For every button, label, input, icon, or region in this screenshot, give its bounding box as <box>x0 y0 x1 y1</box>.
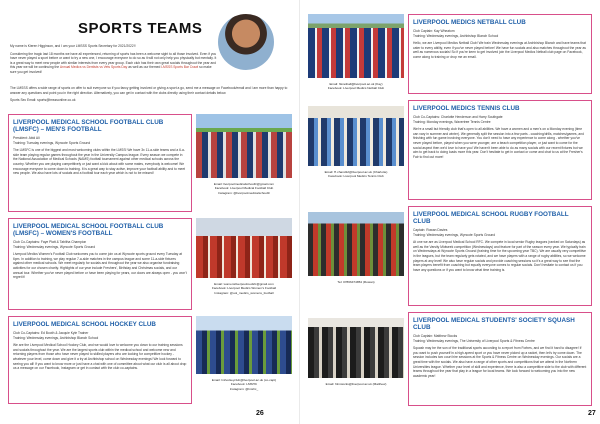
section-captains: Club Co-Captains: Ed Booth & Jacquie Kyle Trainer <box>13 331 89 335</box>
contact-instagram[interactable]: Instagram: @liverpoolmedicalschoolfc <box>217 190 271 195</box>
section-training: Training: Monday evenings, Wavertree Tennis Centre <box>413 119 491 124</box>
hockey-section <box>8 316 192 404</box>
intro-end-text: so make sure you get involved! <box>10 65 212 74</box>
section-title: LIVERPOOL MEDICAL SCHOOL RUGBY FOOTBALL CLUB <box>413 211 569 225</box>
intro-p2-text: Considering the tragic last 18 months we have all experienced, returning of sports has been a welcome sight to all those involved. Even if you have never played a sport before or want to try a new one, I encourage everyone to do so as it will not only help you physically but mentally. It is a great way to meet new people with similar interests from every year group. Each club has their own great socials throughout the year and this year we will be continuing the <box>10 51 217 70</box>
section-title: LIVERPOOL MEDICAL SCHOOL FOOTBALL CLUB (LMSFC) – MEN'S FOOTBALL <box>13 119 164 133</box>
netball-photo <box>308 14 404 78</box>
womens-football-photo <box>196 218 292 278</box>
section-meta <box>413 115 587 124</box>
intro-paragraph-2 <box>10 52 218 75</box>
contact-email[interactable]: Email: hknetball@liverpool.ac.uk (Kay) <box>329 82 383 86</box>
section-meta <box>13 240 187 249</box>
section-captain: Captain: Rowan Davies <box>413 228 448 232</box>
mens-football-section <box>8 114 192 212</box>
contact-facebook[interactable]: Facebook: Liverpool Medics Women's Football <box>212 286 276 291</box>
section-captains: Club Co-Captains: Charlotte Henderson and Harry Southgate <box>413 115 503 119</box>
intro-text <box>10 44 218 78</box>
section-captain: Club Captain: Kay Wheatom <box>413 29 455 33</box>
section-body: Hello, we are Liverpool Medics Netball Club! We train Wednesday evenings at Archbishop Blanch and have teams that cater to every ability, even if you've never played before! We have fun socials and also matches throughout the year as well as numerous socials! So if you're keen to get involved join the Liverpool Medics Netball club page on Facebook, come along to training or drop me an email. <box>413 41 586 59</box>
sports-day-link[interactable]: Annual Medics vs Dentists vs Vets Sports Day <box>59 65 128 70</box>
right-page <box>300 0 600 424</box>
squash-section <box>408 312 592 406</box>
section-meta <box>13 331 187 340</box>
section-training: Training: Wednesday evenings, Wyncote Sports Ground <box>413 232 496 237</box>
hockey-photo <box>196 316 292 374</box>
mens-football-photo <box>196 114 292 178</box>
intro-paragraph-1: My name is Kieren Higginson, and I am your LMSSS Sports Secretary for 2021/2022!! <box>10 44 136 48</box>
page-title: SPORTS TEAMS <box>78 20 203 37</box>
intro-text-wide <box>10 86 292 106</box>
section-body: We are the Liverpool Medical School Hockey Club, and we would love to welcome you down to our training sessions and socials throughout the year. We are the largest sports club within the medical school and welcome new and returning players from those who have never played to skilled players who are looking for competitive hockey - whatever your level, come down and give it a try at Archbishop school on Wednesday evenings! We look forward to seeing you all! If you want to know more or just have a chat with one of committee about what our club is all about drop us a message on our Facebook, Instagram or get in contact with the club co-captains. <box>13 343 187 371</box>
section-title: LIVERPOOL MEDICS NETBALL CLUB <box>413 19 526 26</box>
contact-facebook[interactable]: Facebook: Liverpool Medical Football Club <box>214 186 274 191</box>
netball-contact <box>304 82 408 91</box>
tennis-section <box>408 100 592 200</box>
section-meta <box>413 29 587 38</box>
contact-facebook[interactable]: Facebook: Liverpool Medics Tennis Club <box>328 174 384 179</box>
contact-facebook[interactable]: Facebook: LMSHC <box>230 382 258 387</box>
section-title: LIVERPOOL MEDICAL SCHOOL HOCKEY CLUB <box>13 321 156 328</box>
contact-email[interactable]: Email: liverpoolmedicalschoolfc@gmail.com <box>213 182 275 186</box>
netball-section <box>408 14 592 94</box>
sports-secretary-photo <box>218 14 274 70</box>
section-training: Training: Tuesday evenings, Wyncote Sports Ground <box>13 140 91 145</box>
section-captains: Club Co-Captains: Faye Platt & Tabitha Champion <box>13 240 87 244</box>
contact-email[interactable]: Email: hlmstocks@liverpool.ac.uk (Matthew) <box>325 382 387 386</box>
mens-football-contact <box>192 182 296 195</box>
squash-photo <box>308 318 404 378</box>
page-number: 26 <box>256 410 264 417</box>
section-body: At one we are as Liverpool Medical School RFC. We compete in local senior Rugby leagues (ranked on Saturdays) as well as the Varsity Midweek competition (Wednesdays) and feature for part of the season every year. We typically train on Wednesdays at Wyncote Sports Ground (training time for the upcoming year TBC). We are usually very competitive in the leagues, but the team regularly gets rotated, and we have players with a range of rugby abilities, so we welcome players at any level! We also have regular socials and provide coaching sessions so it's a great way to see that the team players benefit from coaching but equally everyone comes to regular socials. Don't hesitate to contact us if you have any questions or if you want to know what time training is. <box>413 240 586 272</box>
womens-football-contact <box>192 282 296 295</box>
section-body: Squash may be the son of the traditional sports according to a report from Forbes, and we find it hard to disagree! If you want to push yourself in a high-speed sport or you have never picked up a racket, then let's try come down. The session includes two court hire sessions at the Sports & Fitness Centre on Wednesday evenings. Our socials are a great time with the socials. We also have a range of other sports and competitions that we attend in the Northern Universities league. Whether your level of skill and experience, there is also a competitive side to the club with different teams throughout the year that play in a league for local teams. We look forward to welcoming you into the new academic year! <box>413 346 587 378</box>
intro-paragraph-3: The LMSSS offers a wide range of sports on offer to suit everyone so if you fancy getting involved or giving a sport a go, send me a message on Facebook/email and I am more than happy to answer any questions and point you in the right direction. Alternatively, you can get in contact with the clubs directly using their contact details below. <box>10 86 288 95</box>
section-training: Training: Wednesday evenings, Archbishop Blanch School <box>413 33 499 38</box>
contact-facebook[interactable]: Facebook: Liverpool Medics Netball Club <box>327 86 385 91</box>
contact-instagram[interactable]: Instagram: @uol_medics_womens_football <box>214 290 274 295</box>
contact-email[interactable]: Email: H.chand12@liverpool.ac.uk (Charlotte) <box>324 170 388 174</box>
intro-mid-text: as well as our themed <box>128 65 161 70</box>
rugby-photo <box>308 212 404 276</box>
section-body: The LMSFC is one of the biggest and most welcoming clubs within the LMSS! We have 3x 11-a-side teams and a 6-a-side team playing regular games throughout the year in the University Campus league. Every season we compete in the National Association of Medical Schools (NAMS) football tournament against other medical schools across the country. Whether you are playing competitively or just want a kick about with some mates, everybody is welcome! We encourage everyone to come down to training. It is a great way to stay active, improve your football ability and to meet new people. We also have lots of socials and a football tour each year which is not to be missed! <box>13 148 186 176</box>
section-meta <box>413 334 587 343</box>
page-number: 27 <box>588 410 596 417</box>
bar-crawl-link[interactable]: LMSSS Sports Bar Crawl <box>161 65 199 70</box>
contact-phone[interactable]: Tel: 07866474854 (Rowan) <box>337 280 375 284</box>
section-training: Training: Wednesday evenings, Wyncote Sports Ground <box>13 244 96 249</box>
womens-football-section <box>8 218 192 310</box>
contact-email[interactable]: Email: womensliverpoolmedsfc@gmail.com <box>214 282 274 286</box>
contact-instagram[interactable]: Instagram: @lmshc_ <box>229 386 259 391</box>
tennis-photo <box>308 106 404 166</box>
section-title: LIVERPOOL MEDICAL SCHOOL FOOTBALL CLUB (LMSFC) – WOMEN'S FOOTBALL <box>13 223 164 237</box>
rugby-section <box>408 206 592 306</box>
section-title: LIVERPOOL MEDICAL STUDENTS' SOCIETY SQUASH CLUB <box>413 317 575 331</box>
section-training: Training: Wednesday evenings, The University of Liverpool Sports & Fitness Centre <box>413 338 535 343</box>
squash-contact <box>304 382 408 386</box>
hockey-contact <box>192 378 296 391</box>
section-body: We're a small but friendly club that's open to all abilities. We have a women and a men's on a Monday evening (time can vary in summer and winter). We generally split the session into a few parts - coaching/drills, matches/games, and finishing with fun game involving everyone. You don't need to have any experience to come along - whether you've never played before, played when you were younger, are a beach competition player, or just want to come for the social aspect then we'd love to have you! We haven't been able to do as many socials with our recent fixtures but we aim to get back to doing loads more this year. Don't hesitate to get in contact or come and chat to us at the Fresher's Fair to find out more! <box>413 127 584 159</box>
section-president: President: Abid Ali <box>13 136 40 140</box>
rugby-contact <box>304 280 408 284</box>
section-captain: Club Captain: Matthew Stocks <box>413 334 458 338</box>
contact-email[interactable]: Email: lmhockeyclub@liverpool.ac.uk (co-capt) <box>211 378 277 382</box>
section-meta <box>413 228 587 237</box>
tennis-contact <box>304 170 408 179</box>
section-meta <box>13 136 187 145</box>
section-body: Liverpool Medics Women's Football Club welcomes you to come join us at Wyncote sports ground every Tuesday at 6pm. In addition to training, we play regular 7-a-side matches in the campus league and some 11-a-side fixtures against other medical schools. We meet regularly for socials and throughout the year we also organise fundraising activities for our chosen charity. Highlights of our year include Freshers', Birthday and Christmas socials, and our annual tour. Whether you've never played before or have been playing for years, our doors are always open - you won't regret it! <box>13 252 187 280</box>
section-title: LIVERPOOL MEDICS TENNIS CLUB <box>413 105 520 112</box>
section-training: Training: Wednesday evenings, Archbishop Blanch School <box>13 335 99 340</box>
sports-sec-email[interactable]: Sports Sec Email: sports@lmsssonline.co.uk <box>10 98 76 103</box>
